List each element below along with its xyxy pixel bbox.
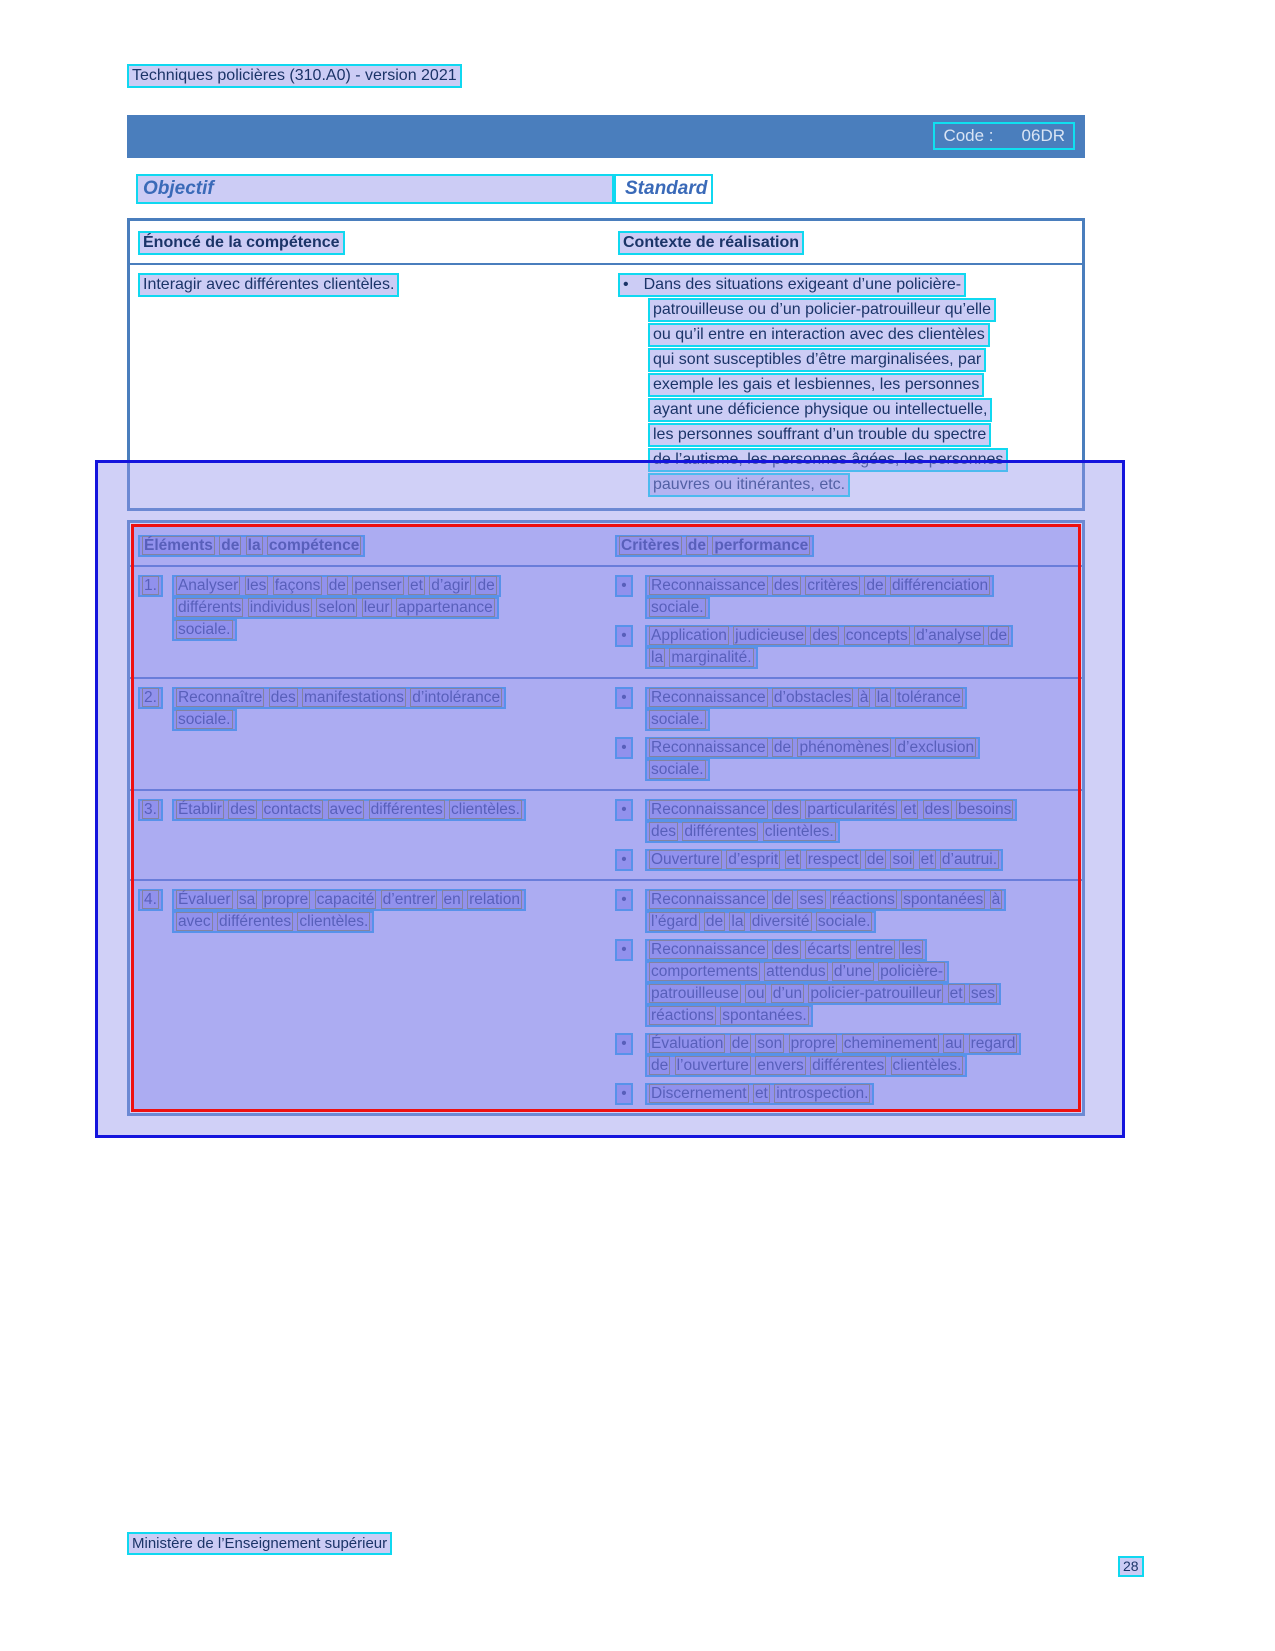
statement-cell	[130, 273, 610, 498]
elements-table-header	[130, 523, 1082, 565]
word-box: policier-patrouilleur	[810, 985, 942, 1002]
elements-table	[127, 520, 1085, 1116]
word-box: cheminement	[843, 1035, 937, 1052]
word-box: spontanées	[903, 891, 984, 908]
word-box: différentes	[219, 913, 292, 930]
context-line: exemple les gais et lesbiennes, les personnes	[648, 373, 984, 397]
word-box: Application	[651, 627, 727, 644]
element-text	[172, 687, 506, 731]
word-box: de	[866, 851, 885, 868]
element-line	[172, 687, 506, 709]
word-box: d’un	[772, 985, 803, 1002]
word-box: la	[876, 689, 889, 706]
element-line	[172, 597, 499, 619]
context-line: patrouilleuse ou d’un policier-patrouilleur qu’elle	[648, 298, 996, 322]
criteres-header	[615, 535, 814, 557]
word-box: marginalité.	[671, 649, 752, 666]
word-box: sociale.	[651, 599, 704, 616]
word-box: Reconnaissance	[651, 891, 766, 908]
criteria-item	[615, 889, 1006, 933]
elements-header-cell	[130, 535, 610, 557]
word-box: attendus	[766, 963, 826, 980]
word-box: sociale.	[177, 711, 231, 728]
context-line: • Dans des situations exigeant d’une policière-	[618, 273, 966, 297]
element-cell	[130, 799, 610, 871]
word-box: clientèles.	[299, 913, 369, 930]
element-row-1	[130, 567, 1082, 677]
word-box: leur	[363, 599, 390, 616]
word-box: ou	[747, 985, 765, 1002]
word-box: différentes	[684, 823, 757, 840]
word-box: Reconnaissance	[651, 801, 766, 818]
word-box: spontanées.	[722, 1007, 807, 1024]
element-line	[172, 709, 237, 731]
contexte-header-cell	[610, 231, 1082, 255]
word-box: de	[477, 577, 495, 594]
word-box: et	[786, 851, 800, 868]
word-box: Ouverture	[651, 851, 720, 868]
element-cell	[130, 575, 610, 669]
word-box: sa	[238, 891, 256, 908]
criteria-cell	[610, 687, 1082, 781]
word-box: Établir	[177, 801, 222, 818]
criteria-item	[615, 1083, 874, 1105]
word-box: ses	[970, 985, 996, 1002]
bullet-glyph: •	[615, 889, 633, 911]
word-box: différents	[177, 599, 242, 616]
word-box: des	[651, 823, 676, 840]
word-box: Critères	[621, 537, 680, 554]
criteria-line	[645, 709, 710, 731]
word-box: écarts	[807, 941, 850, 958]
contexte-header: Contexte de réalisation	[618, 231, 804, 255]
element-line	[172, 799, 526, 821]
word-box: avec	[177, 913, 211, 930]
word-box: manifestations	[304, 689, 404, 706]
context-line: les personnes souffrant d’un trouble du spectre	[648, 423, 991, 447]
element-cell	[130, 687, 610, 781]
word-box: de	[705, 913, 724, 930]
word-box: Reconnaissance	[651, 739, 766, 756]
page-number	[1118, 1556, 1144, 1577]
criteria-line	[645, 597, 710, 619]
word-box: en	[443, 891, 461, 908]
criteria-item	[615, 737, 980, 781]
doc-header	[127, 64, 462, 88]
competence-table	[127, 218, 1085, 511]
word-box: sociale.	[651, 711, 704, 728]
word-box: des	[812, 627, 838, 644]
bullet-glyph: •	[615, 1083, 633, 1105]
word-box: de	[773, 739, 792, 756]
criteria-item	[615, 625, 1013, 669]
word-box: Évaluer	[177, 891, 231, 908]
word-box: réactions	[651, 1007, 714, 1024]
footer-text: Ministère de l’Enseignement supérieur	[127, 1532, 392, 1555]
bullet-glyph: •	[615, 687, 633, 709]
word-box: et	[409, 577, 423, 594]
word-box: besoins	[957, 801, 1012, 818]
word-box: les	[901, 941, 922, 958]
word-box: propre	[263, 891, 309, 908]
word-box: entre	[857, 941, 894, 958]
criteria-item	[615, 799, 1017, 843]
bullet-glyph: •	[615, 849, 633, 871]
criteria-line	[645, 821, 840, 843]
word-box: ses	[799, 891, 824, 908]
code-box	[933, 122, 1075, 150]
word-box: de	[989, 627, 1008, 644]
element-line	[172, 575, 501, 597]
criteria-item	[615, 687, 967, 731]
context-line: ou qu’il entre en interaction avec des clientèles	[648, 323, 990, 347]
word-box: patrouilleuse	[651, 985, 739, 1002]
element-number	[138, 687, 163, 709]
word-box: différentes	[812, 1057, 885, 1074]
criteria-line	[645, 849, 1003, 871]
word-box: clientèles.	[892, 1057, 962, 1074]
elements-header	[138, 535, 365, 557]
element-number	[138, 575, 163, 597]
bullet-glyph: •	[615, 939, 633, 961]
criteria-item	[615, 849, 1003, 871]
word-box: de	[773, 891, 792, 908]
word-box: sociale.	[651, 761, 704, 778]
word-box: l’ouverture	[676, 1057, 749, 1074]
word-box: de	[687, 537, 706, 554]
word-box: Reconnaissance	[651, 941, 766, 958]
standard-heading-highlight	[614, 174, 713, 204]
criteria-item	[615, 939, 1001, 1027]
statement-line: Interagir avec différentes clientèles.	[138, 273, 399, 297]
criteria-line	[645, 575, 994, 597]
element-line	[172, 911, 374, 933]
word-box: respect	[807, 851, 859, 868]
criteria-line	[645, 647, 758, 669]
word-box: Discernement	[651, 1085, 747, 1102]
enonce-header-cell	[130, 231, 610, 255]
word-box: Reconnaissance	[651, 689, 766, 706]
context-line: qui sont susceptibles d’être marginalisées, par	[648, 348, 986, 372]
element-number	[138, 889, 163, 911]
word-box: de	[866, 577, 884, 594]
criteria-cell	[610, 575, 1082, 669]
word-box: appartenance	[397, 599, 493, 616]
criteria-line	[645, 1005, 813, 1027]
word-box: phénomènes	[799, 739, 890, 756]
bullet-glyph: •	[615, 625, 633, 647]
enonce-header: Énoncé de la compétence	[138, 231, 345, 255]
word-box: clientèles.	[764, 823, 834, 840]
word-box: relation	[469, 891, 520, 908]
element-text	[172, 889, 526, 933]
word-box: d’une	[833, 963, 872, 980]
criteria-line	[645, 911, 876, 933]
criteria-line	[645, 737, 980, 759]
word-box: propre	[790, 1035, 836, 1052]
word-box: sociale.	[817, 913, 871, 930]
criteria-cell	[610, 799, 1082, 871]
context-cell	[610, 273, 1082, 498]
word-box: façons	[274, 577, 321, 594]
title-banner	[127, 115, 1085, 158]
criteria-line	[645, 687, 967, 709]
word-box: 2.	[144, 689, 157, 706]
page-number-text: 28	[1118, 1556, 1144, 1577]
word-box: particularités	[807, 801, 896, 818]
word-box: judicieuse	[735, 627, 805, 644]
competence-table-header	[130, 221, 1082, 263]
criteria-line	[645, 799, 1017, 821]
bullet-glyph: •	[623, 276, 629, 293]
context-line: de l’autisme, les personnes âgées, les personnes	[648, 448, 1008, 472]
word-box: Reconnaissance	[651, 577, 766, 594]
word-box: 1.	[144, 577, 157, 594]
word-box: sociale.	[177, 621, 231, 638]
word-box: introspection.	[776, 1085, 869, 1102]
criteria-line	[645, 889, 1006, 911]
element-text	[172, 575, 501, 641]
standard-heading: Standard	[625, 178, 708, 199]
word-box: compétence	[268, 537, 360, 554]
criteria-line	[645, 1055, 967, 1077]
word-box: clientèles.	[451, 801, 520, 818]
word-box: l’égard	[651, 913, 698, 930]
criteria-line	[645, 1033, 1021, 1055]
criteria-line	[645, 1083, 874, 1105]
code-value: 06DR	[1021, 126, 1065, 145]
objectif-heading: Objectif	[143, 178, 214, 199]
element-cell	[130, 889, 610, 1105]
bullet-glyph: •	[615, 575, 633, 597]
word-box: d’entrer	[382, 891, 436, 908]
bullet-glyph: •	[615, 737, 633, 759]
bullet-glyph: •	[615, 1033, 633, 1055]
word-box: Évaluation	[651, 1035, 724, 1052]
doc-footer	[127, 1532, 392, 1555]
competence-table-body	[130, 265, 1082, 508]
word-box: individus	[249, 599, 311, 616]
word-box: d’intolérance	[412, 689, 501, 706]
word-box: différenciation	[891, 577, 989, 594]
element-row-2	[130, 679, 1082, 789]
word-box: 3.	[144, 801, 157, 818]
word-box: capacité	[316, 891, 375, 908]
criteria-item	[615, 575, 994, 619]
context-line: pauvres ou itinérantes, etc.	[648, 473, 850, 497]
word-box: des	[773, 941, 799, 958]
word-box: concepts	[845, 627, 908, 644]
word-box: la	[731, 913, 744, 930]
word-box: et	[920, 851, 934, 868]
word-box: diversité	[751, 913, 810, 930]
word-box: avec	[329, 801, 363, 818]
word-box: de	[651, 1057, 669, 1074]
word-box: Analyser	[177, 577, 239, 594]
word-box: soi	[892, 851, 913, 868]
element-row-3	[130, 791, 1082, 879]
word-box: d’autrui.	[941, 851, 998, 868]
element-line	[172, 889, 526, 911]
criteria-line	[645, 625, 1013, 647]
code-label: Code :	[943, 126, 994, 145]
criteria-cell	[610, 889, 1082, 1105]
criteria-line	[645, 961, 949, 983]
context-line: ayant une déficience physique ou intellectuelle,	[648, 398, 992, 422]
word-box: contacts	[263, 801, 322, 818]
element-text	[172, 799, 526, 821]
word-box: d’exclusion	[897, 739, 975, 756]
word-box: et	[903, 801, 917, 818]
word-box: d’obstacles	[773, 689, 852, 706]
word-box: son	[757, 1035, 783, 1052]
criteres-header-cell	[610, 535, 1082, 557]
word-box: envers	[757, 1057, 804, 1074]
word-box: des	[270, 689, 296, 706]
word-box: de	[731, 1035, 749, 1052]
element-line	[172, 619, 237, 641]
word-box: 4.	[144, 891, 157, 908]
word-box: de	[221, 537, 240, 554]
bullet-glyph: •	[615, 799, 633, 821]
word-box: au	[945, 1035, 963, 1052]
word-box: la	[247, 537, 261, 554]
word-box: Reconnaître	[177, 689, 263, 706]
word-box: critères	[807, 577, 859, 594]
word-box: et	[949, 985, 963, 1002]
word-box: à	[991, 891, 1001, 908]
word-box: Éléments	[144, 537, 213, 554]
doc-header-title: Techniques policières (310.A0) - version 2021	[127, 64, 462, 88]
word-box: selon	[318, 599, 356, 616]
word-box: de	[328, 577, 346, 594]
word-box: d’agir	[431, 577, 470, 594]
word-box: d’analyse	[916, 627, 982, 644]
word-box: regard	[970, 1035, 1016, 1052]
criteria-line	[645, 939, 927, 961]
word-box: et	[754, 1085, 768, 1102]
word-box: des	[773, 801, 799, 818]
word-box: policière-	[880, 963, 944, 980]
objectif-heading-highlight	[136, 174, 614, 204]
word-box: différentes	[370, 801, 443, 818]
word-box: comportements	[651, 963, 758, 980]
word-box: tolérance	[897, 689, 961, 706]
word-box: performance	[714, 537, 809, 554]
word-box: des	[230, 801, 256, 818]
word-box: des	[773, 577, 799, 594]
criteria-line	[645, 983, 1001, 1005]
word-box: des	[924, 801, 950, 818]
word-box: réactions	[831, 891, 895, 908]
word-box: penser	[354, 577, 402, 594]
word-box: d’esprit	[728, 851, 779, 868]
word-box: à	[859, 689, 869, 706]
word-box: les	[246, 577, 267, 594]
criteria-item	[615, 1033, 1021, 1077]
criteria-line	[645, 759, 710, 781]
element-row-4	[130, 881, 1082, 1113]
word-box: la	[651, 649, 664, 666]
element-number	[138, 799, 163, 821]
